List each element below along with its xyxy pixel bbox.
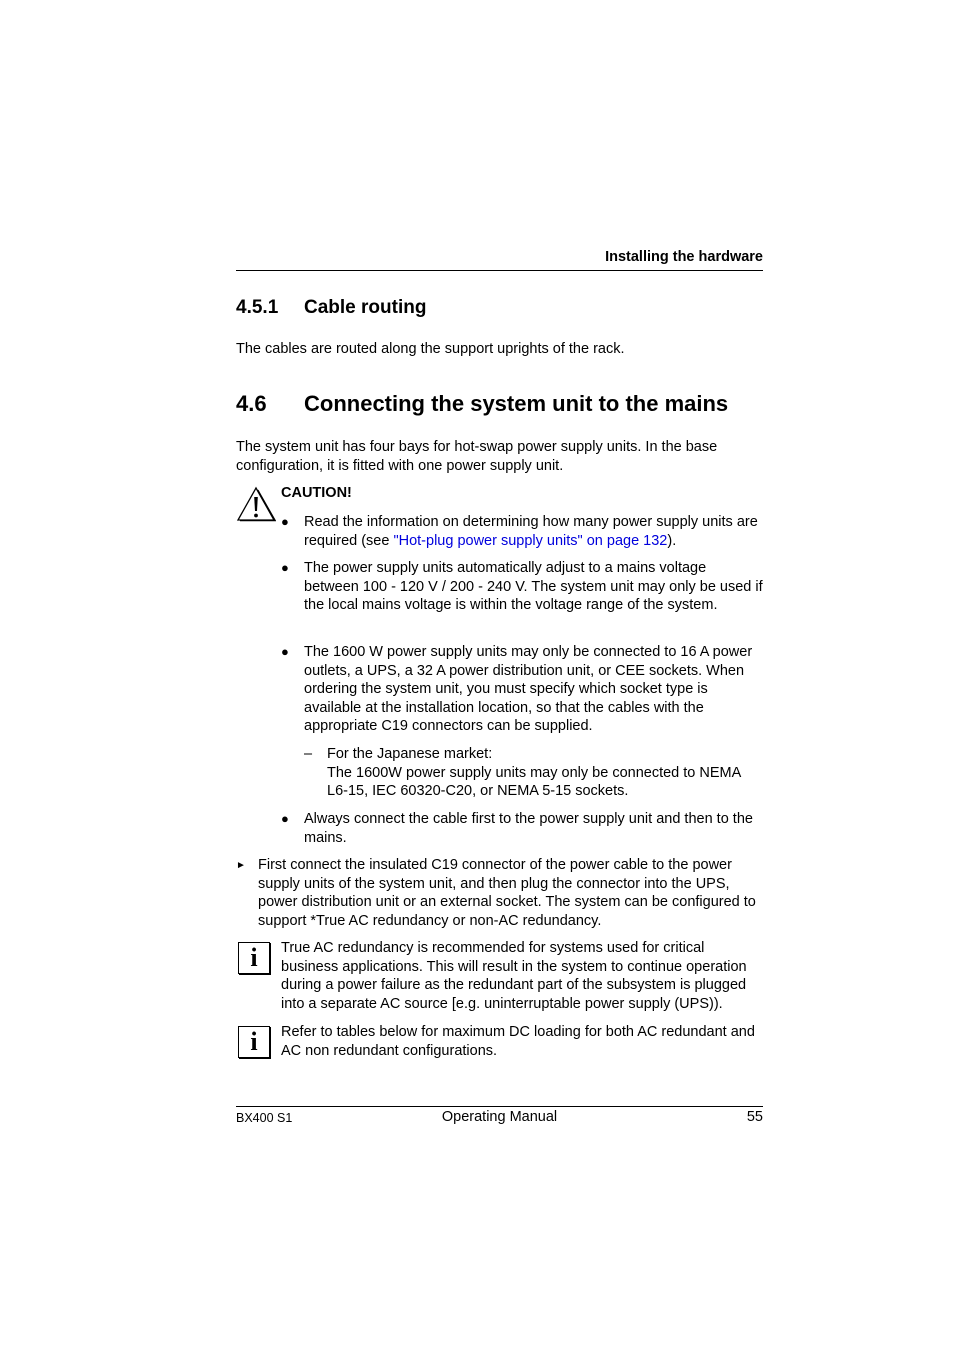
section-46-intro: The system unit has four bays for hot-swap power supply units. In the base configuration, it is fitted with one power supply unit.: [236, 439, 718, 474]
dash-marker: –: [304, 746, 313, 762]
caution-bullet-3: [281, 643, 763, 736]
info-icon: i: [238, 942, 270, 974]
bullet-2-text: The power supply units automatically adjust to a mains voltage between 100 - 120 V / 200 - 240 V. The system unit may only be used if the local mains voltage is within the voltage range of the system.: [304, 560, 763, 613]
bullet-dot: ●: [281, 644, 289, 659]
caution-title: CAUTION!: [281, 485, 352, 501]
section-46-heading: [236, 391, 728, 417]
section-451-body: The cables are routed along the support uprights of the rack.: [236, 341, 625, 357]
bullet-1-text: Read the information on determining how many power supply units are required (see: [304, 514, 758, 549]
section-46-number: 4.6: [236, 391, 267, 416]
info-note-1: True AC redundancy is recommended for systems used for critical business applications. This will result in the system to continue operation during a power failure as the redundant part of the subsystem is plugged into a separate AC source [e.g. uninterruptable power supply (UPS)).: [281, 940, 747, 1012]
footer-product: BX400 S1: [236, 1111, 293, 1125]
page-number: 55: [746, 1109, 763, 1125]
cross-reference-link[interactable]: "Hot-plug power supply units" on page 132: [393, 532, 668, 549]
bullet-3-text: The 1600 W power supply units may only be connected to 16 A power outlets, a UPS, a 32 A power distribution unit, or CEE sockets. When ordering the system unit, you must specify which socket type is available at the installation location, so that the cables with the appropriate C19 connectors can be supplied.: [304, 644, 753, 734]
footer-doc-title: Operating Manual: [441, 1109, 558, 1125]
caution-bullet-2: [281, 559, 763, 615]
japanese-market-text: The 1600W power supply units may only be connected to NEMA L6-15, IEC 60320-C20, or NEMA 5-15 sockets.: [327, 764, 741, 799]
caution-bullet-1: [281, 513, 763, 550]
section-451-title: Cable routing: [304, 297, 427, 318]
info-note-2: Refer to tables below for maximum DC loading for both AC redundant and AC non redundant configurations.: [281, 1024, 755, 1059]
instruction-step: [236, 856, 763, 930]
section-46-title: Connecting the system unit to the mains: [304, 391, 729, 416]
step-text: First connect the insulated C19 connector of the power cable to the power supply units of the system unit, and then plug the connector into the UPS, power distribution unit or an external socket. The system can be configured to support *True AC redundancy or non-AC redundancy.: [258, 857, 756, 929]
bullet-dot: ●: [281, 811, 289, 826]
running-header: Installing the hardware: [605, 249, 763, 265]
caution-bullet-4: [281, 810, 763, 847]
caution-icon: [236, 486, 276, 522]
section-451-heading: [236, 297, 426, 319]
step-arrow-icon: ►: [236, 860, 246, 871]
bullet-dot: ●: [281, 514, 289, 529]
bullet-dot: ●: [281, 560, 289, 575]
footer-rule: [236, 1106, 763, 1107]
bullet-4-text: Always connect the cable first to the power supply unit and then to the mains.: [304, 811, 753, 846]
info-icon: i: [238, 1026, 270, 1058]
japanese-market-note: [304, 745, 763, 801]
bullet-1-text-end: ).: [667, 532, 677, 549]
section-451-number: 4.5.1: [236, 297, 279, 318]
japanese-market-label: For the Japanese market:: [327, 746, 493, 762]
header-rule: [236, 270, 763, 271]
